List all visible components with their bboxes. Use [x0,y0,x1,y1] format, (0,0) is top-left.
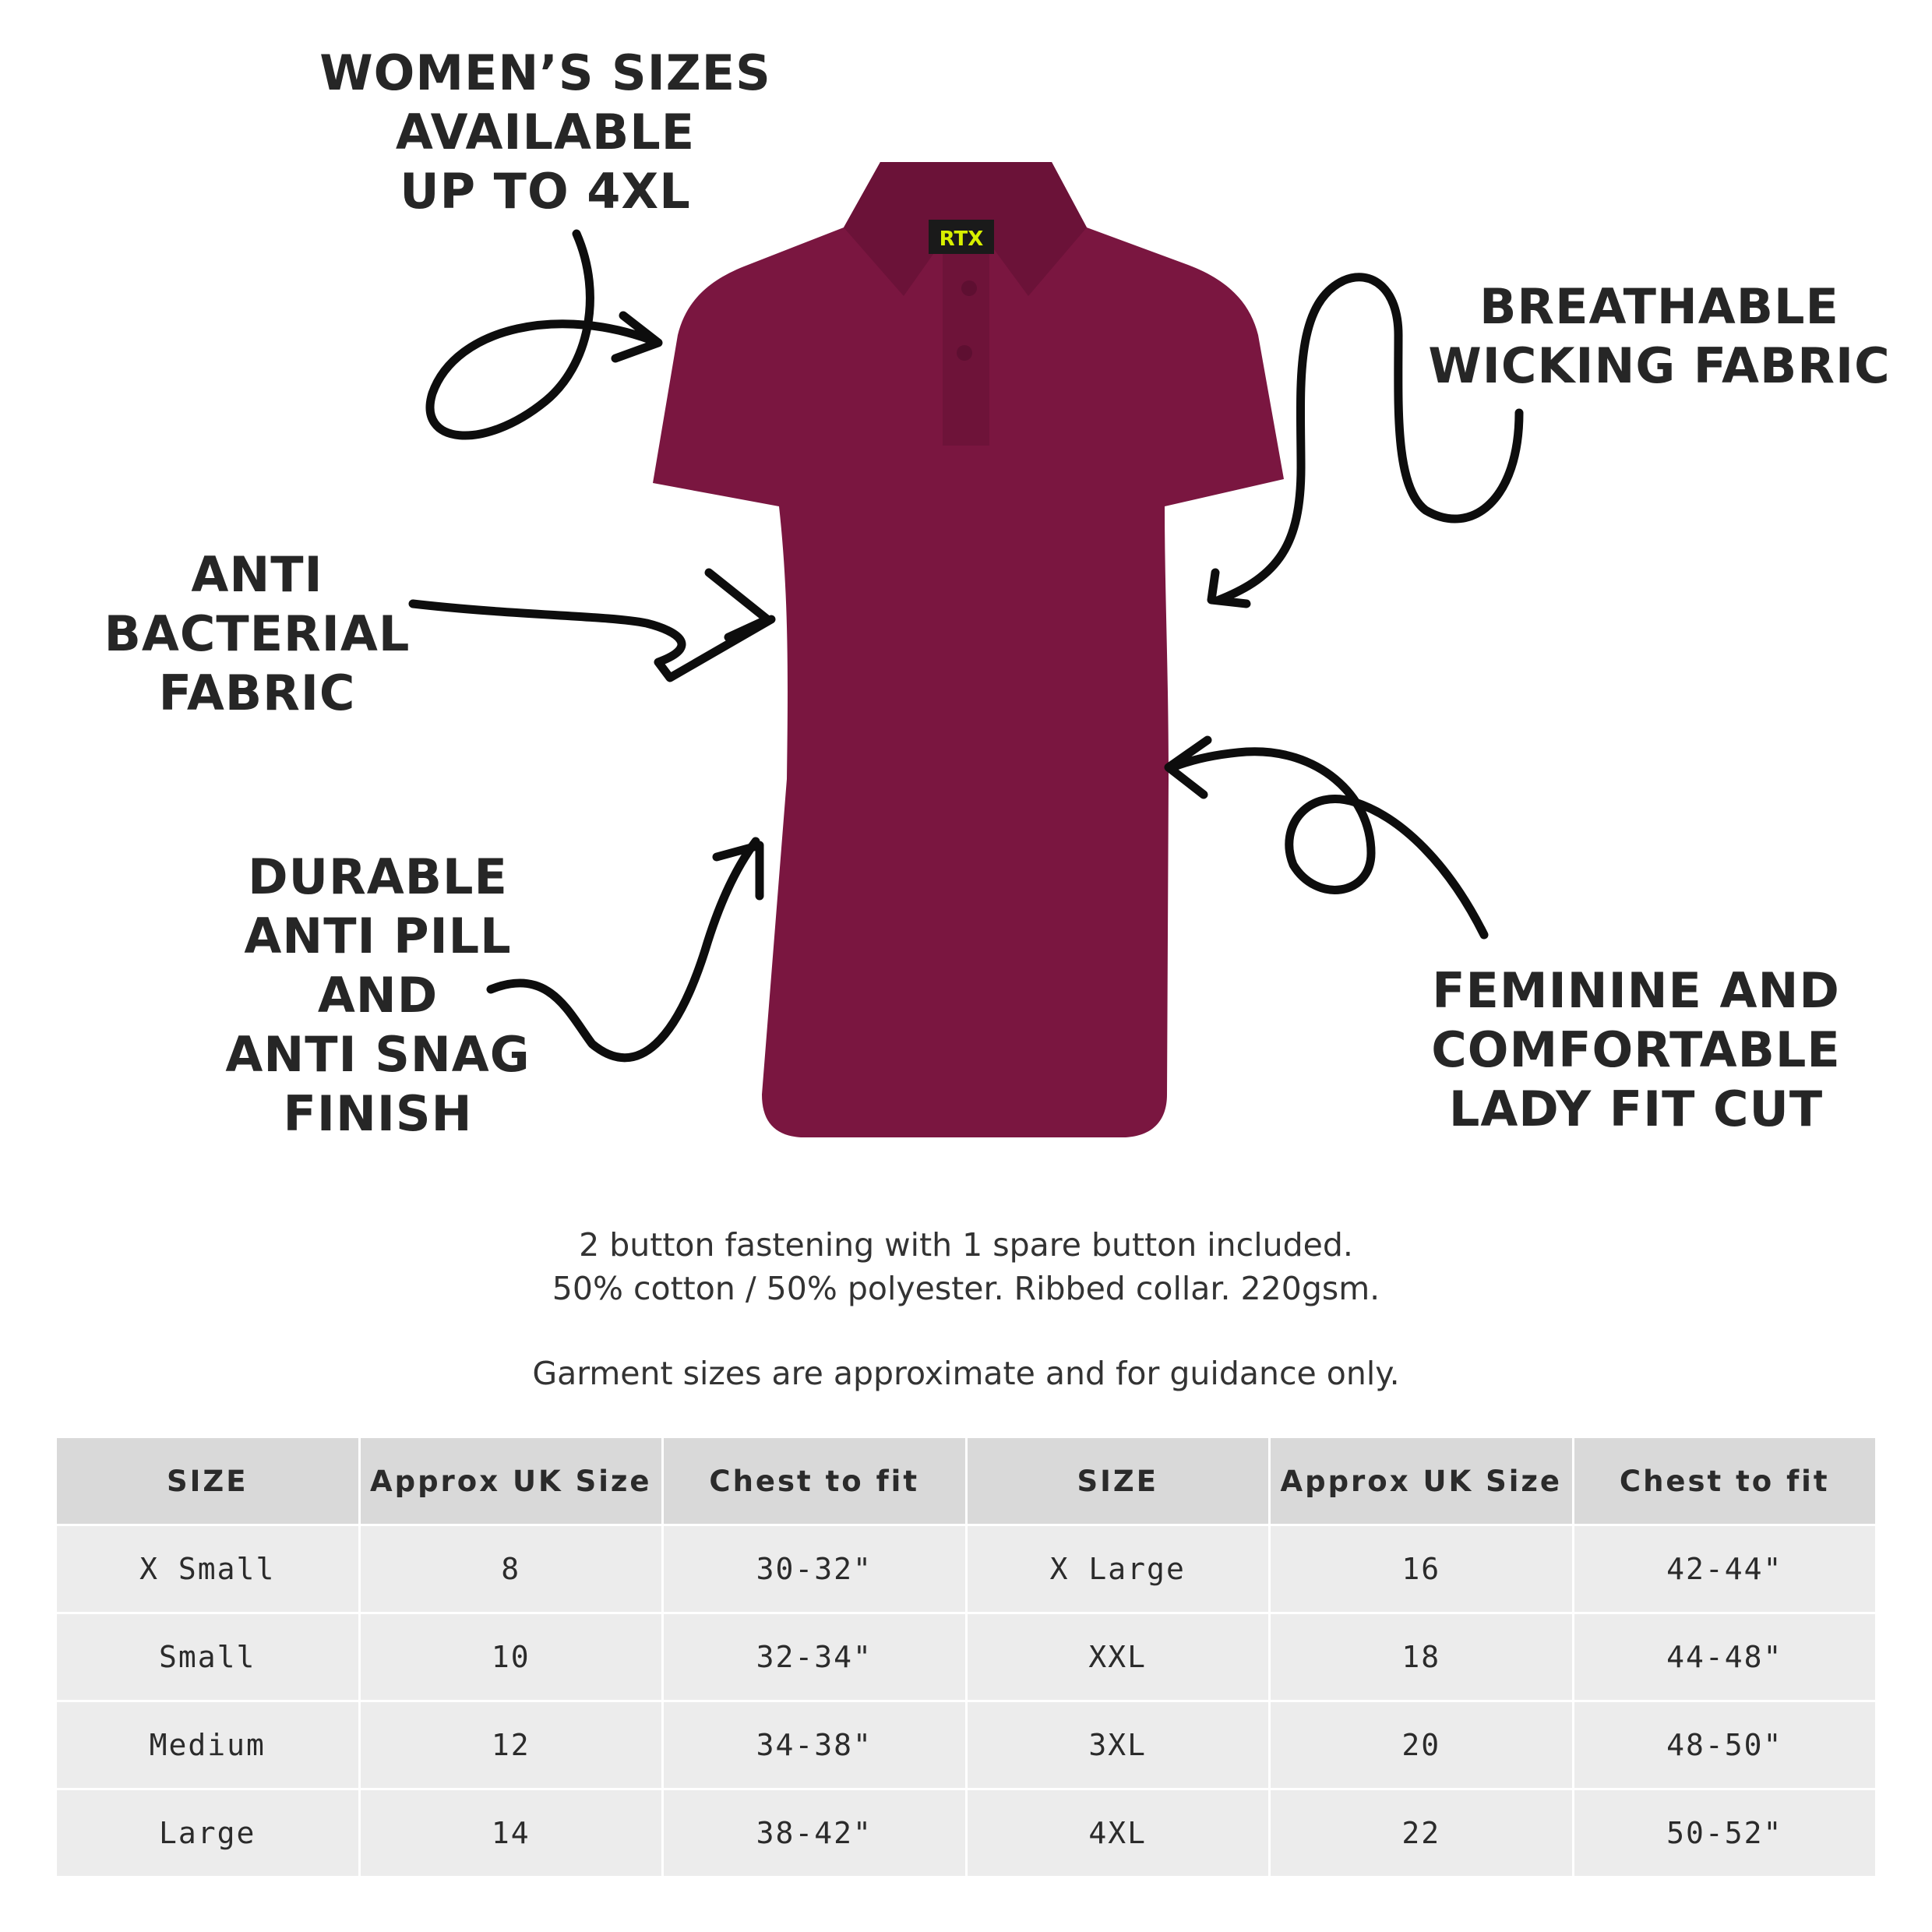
table-cell: 12 [359,1701,663,1789]
table-row [56,1613,1877,1701]
table-cell: 50-52" [1573,1789,1877,1877]
brand-label-text: RTX [939,227,984,251]
size-chart-table [55,1436,1877,1878]
callout-line: LADY FIT CUT [1448,1081,1824,1137]
table-cell: 14 [359,1789,663,1877]
table-row [56,1789,1877,1877]
callout-line: AVAILABLE [395,104,696,160]
table-cell: X Large [966,1525,1270,1613]
table-cell: 34-38" [663,1701,967,1789]
callout-line: BREATHABLE [1479,278,1839,335]
table-cell: 38-42" [663,1789,967,1877]
table-cell: 16 [1270,1525,1574,1613]
description-line: 50% cotton / 50% polyester. Ribbed collar. 220gsm. [552,1270,1380,1307]
placket [943,243,989,446]
callout-line: ANTI PILL [244,908,512,964]
callout-line: FABRIC [158,665,356,721]
description-line: 2 button fastening with 1 spare button included. [579,1226,1353,1264]
callout-line: COMFORTABLE [1431,1021,1841,1078]
button-top-icon [961,280,977,296]
callout-anti-bacterial [55,545,460,723]
arrow-sizes-icon [430,234,658,435]
callout-line: UP TO 4XL [400,163,691,220]
header-size: SIZE [56,1437,360,1525]
table-cell: 42-44" [1573,1525,1877,1613]
table-cell: Small [56,1613,360,1701]
callout-line: WOMEN’S SIZES [319,44,771,101]
table-cell: XXL [966,1613,1270,1701]
table-cell: X Small [56,1525,360,1613]
table-cell: Large [56,1789,360,1877]
table-row [56,1701,1877,1789]
callout-line: FINISH [283,1085,473,1142]
callout-durable-finish [125,848,631,1144]
button-bottom-icon [957,345,972,361]
callout-line: AND [317,967,439,1024]
callout-line: BACTERIAL [104,605,411,662]
table-cell: 10 [359,1613,663,1701]
table-cell: 20 [1270,1701,1574,1789]
header-size: SIZE [966,1437,1270,1525]
header-chest: Chest to fit [663,1437,967,1525]
callout-breathable-fabric [1387,277,1932,396]
table-cell: Medium [56,1701,360,1789]
table-cell: 4XL [966,1789,1270,1877]
table-cell: 32-34" [663,1613,967,1701]
table-cell: 8 [359,1525,663,1613]
table-cell: 22 [1270,1789,1574,1877]
callout-line: ANTI SNAG [225,1026,531,1083]
table-row [56,1525,1877,1613]
table-cell: 18 [1270,1613,1574,1701]
callout-line: DURABLE [248,848,508,905]
header-uk-size: Approx UK Size [359,1437,663,1525]
table-cell: 44-48" [1573,1613,1877,1701]
callout-line: WICKING FABRIC [1428,337,1891,394]
table-cell: 48-50" [1573,1701,1877,1789]
arrow-feminine-icon [1169,740,1484,935]
product-description [0,1223,1932,1310]
arrow-bacteria-icon [413,573,771,678]
header-chest: Chest to fit [1573,1437,1877,1525]
callout-womens-sizes [156,44,935,221]
callout-lady-fit [1356,961,1916,1139]
size-guidance-note: Garment sizes are approximate and for guidance only. [532,1355,1400,1392]
table-header-row [56,1437,1877,1525]
table-cell: 3XL [966,1701,1270,1789]
callout-line: FEMININE AND [1432,962,1840,1019]
polo-shirt [653,162,1284,1137]
callout-line: ANTI [191,546,323,603]
header-uk-size: Approx UK Size [1270,1437,1574,1525]
table-cell: 30-32" [663,1525,967,1613]
